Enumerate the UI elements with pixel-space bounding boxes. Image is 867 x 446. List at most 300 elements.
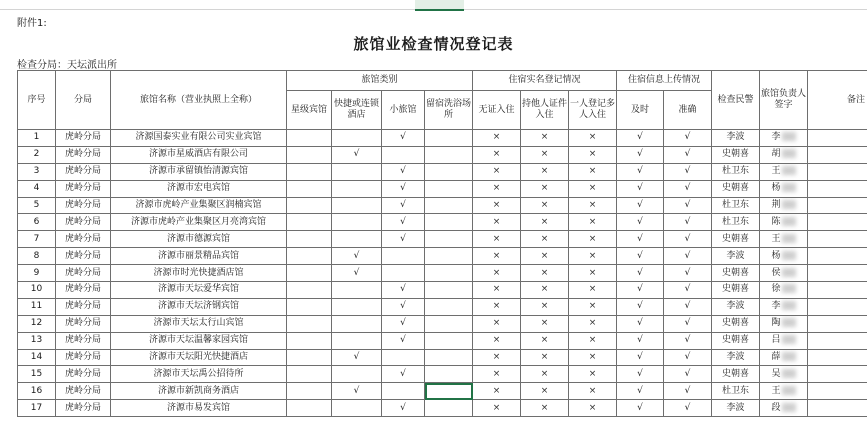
cell-hotel-name[interactable]: 济源市德源宾馆: [111, 231, 287, 248]
cell-up-timely[interactable]: √: [617, 231, 664, 248]
cell-branch[interactable]: 虎岭分局: [56, 146, 111, 163]
cell-remark[interactable]: [808, 163, 867, 180]
cell-cat-small[interactable]: √: [382, 282, 425, 299]
cell-cat-star[interactable]: [287, 298, 332, 315]
cell-owner-sign[interactable]: [760, 231, 808, 248]
redaction-blur: [782, 149, 796, 158]
cell-reg-multi[interactable]: ×: [569, 265, 617, 282]
table-row[interactable]: [18, 163, 867, 180]
cell-remark[interactable]: [808, 298, 867, 315]
redaction-blur: [782, 251, 796, 260]
cell-reg-otherid[interactable]: ×: [521, 349, 569, 366]
cell-hotel-name[interactable]: 济源市虎岭产业集聚区润楠宾馆: [111, 197, 287, 214]
header-upload[interactable]: 住宿信息上传情况: [617, 71, 712, 91]
cell-reg-noid[interactable]: ×: [473, 248, 521, 265]
cell-inspector[interactable]: 史朝喜: [712, 146, 760, 163]
cell-cat-small[interactable]: √: [382, 231, 425, 248]
table-row[interactable]: [18, 146, 867, 163]
cell-cat-chain[interactable]: [332, 298, 382, 315]
table-row[interactable]: [18, 349, 867, 366]
cell-inspector[interactable]: 李波: [712, 248, 760, 265]
cell-up-accurate[interactable]: √: [664, 282, 712, 299]
cell-hotel-name[interactable]: 济源市天坛爱华宾馆: [111, 282, 287, 299]
table-row[interactable]: [18, 383, 867, 400]
cell-seq[interactable]: 4: [18, 180, 56, 197]
cell-cat-star[interactable]: [287, 349, 332, 366]
cell-seq[interactable]: 14: [18, 349, 56, 366]
cell-reg-noid[interactable]: ×: [473, 282, 521, 299]
cell-up-accurate[interactable]: √: [664, 180, 712, 197]
cell-inspector[interactable]: 史朝喜: [712, 332, 760, 349]
cell-reg-multi[interactable]: ×: [569, 214, 617, 231]
cell-branch[interactable]: 虎岭分局: [56, 332, 111, 349]
cell-remark[interactable]: [808, 180, 867, 197]
cell-hotel-name[interactable]: 济源市天坛温馨家园宾馆: [111, 332, 287, 349]
cell-up-timely[interactable]: √: [617, 265, 664, 282]
cell-seq[interactable]: 15: [18, 366, 56, 383]
cell-reg-noid[interactable]: ×: [473, 349, 521, 366]
header-up-accurate[interactable]: 准确: [664, 91, 712, 130]
cell-owner-sign[interactable]: [760, 366, 808, 383]
signature-text: 王: [771, 233, 781, 244]
cell-reg-otherid[interactable]: ×: [521, 130, 569, 147]
cell-up-accurate[interactable]: √: [664, 349, 712, 366]
cell-cat-bath[interactable]: [425, 146, 473, 163]
cell-inspector[interactable]: 史朝喜: [712, 231, 760, 248]
cell-inspector[interactable]: 李波: [712, 349, 760, 366]
cell-hotel-name[interactable]: 济源市天坛济钢宾馆: [111, 298, 287, 315]
cell-up-timely[interactable]: √: [617, 130, 664, 147]
cell-reg-multi[interactable]: ×: [569, 282, 617, 299]
cell-cat-star[interactable]: [287, 366, 332, 383]
cell-reg-noid[interactable]: ×: [473, 197, 521, 214]
cell-up-accurate[interactable]: √: [664, 400, 712, 417]
cell-cat-small[interactable]: √: [382, 180, 425, 197]
cell-remark[interactable]: [808, 231, 867, 248]
cell-cat-star[interactable]: [287, 400, 332, 417]
cell-cat-small[interactable]: √: [382, 130, 425, 147]
cell-owner-sign[interactable]: [760, 146, 808, 163]
header-reg-otherid[interactable]: 持他人证件入住: [521, 91, 569, 130]
cell-cat-star[interactable]: [287, 265, 332, 282]
cell-reg-otherid[interactable]: ×: [521, 265, 569, 282]
cell-branch[interactable]: 虎岭分局: [56, 265, 111, 282]
cell-reg-noid[interactable]: ×: [473, 332, 521, 349]
cell-branch[interactable]: 虎岭分局: [56, 366, 111, 383]
cell-remark[interactable]: [808, 400, 867, 417]
cell-reg-multi[interactable]: ×: [569, 146, 617, 163]
cell-cat-bath[interactable]: [425, 231, 473, 248]
cell-seq[interactable]: 10: [18, 282, 56, 299]
cell-cat-small[interactable]: [382, 265, 425, 282]
cell-cat-bath[interactable]: [425, 366, 473, 383]
cell-reg-noid[interactable]: ×: [473, 265, 521, 282]
cell-inspector[interactable]: 史朝喜: [712, 282, 760, 299]
cell-branch[interactable]: 虎岭分局: [56, 163, 111, 180]
cell-cat-bath[interactable]: [425, 298, 473, 315]
cell-cat-bath[interactable]: [425, 315, 473, 332]
cell-hotel-name[interactable]: 济源市新凯商务酒店: [111, 383, 287, 400]
header-hotel-name[interactable]: 旅馆名称（营业执照上全称）: [111, 71, 287, 130]
cell-cat-small[interactable]: [382, 248, 425, 265]
table-row[interactable]: [18, 400, 867, 417]
cell-up-timely[interactable]: √: [617, 298, 664, 315]
header-hotel-category[interactable]: 旅馆类别: [287, 71, 473, 91]
cell-reg-otherid[interactable]: ×: [521, 282, 569, 299]
cell-cat-chain[interactable]: √: [332, 248, 382, 265]
cell-branch[interactable]: 虎岭分局: [56, 315, 111, 332]
cell-up-accurate[interactable]: √: [664, 332, 712, 349]
cell-remark[interactable]: [808, 383, 867, 400]
cell-branch[interactable]: 虎岭分局: [56, 214, 111, 231]
cell-reg-multi[interactable]: ×: [569, 163, 617, 180]
cell-cat-bath[interactable]: [425, 214, 473, 231]
cell-cat-chain[interactable]: [332, 130, 382, 147]
cell-owner-sign[interactable]: [760, 163, 808, 180]
cell-cat-small[interactable]: √: [382, 197, 425, 214]
cell-owner-sign[interactable]: [760, 349, 808, 366]
cell-cat-star[interactable]: [287, 231, 332, 248]
cell-up-timely[interactable]: √: [617, 400, 664, 417]
cell-owner-sign[interactable]: [760, 197, 808, 214]
cell-cat-chain[interactable]: [332, 282, 382, 299]
cell-cat-chain[interactable]: √: [332, 265, 382, 282]
header-remarks[interactable]: 备注: [808, 71, 867, 130]
cell-cat-bath[interactable]: [425, 282, 473, 299]
cell-cat-star[interactable]: [287, 248, 332, 265]
table-row[interactable]: [18, 366, 867, 383]
cell-reg-noid[interactable]: ×: [473, 315, 521, 332]
cell-branch[interactable]: 虎岭分局: [56, 298, 111, 315]
header-seq[interactable]: 序号: [18, 71, 56, 130]
cell-reg-noid[interactable]: ×: [473, 400, 521, 417]
cell-up-accurate[interactable]: √: [664, 383, 712, 400]
cell-remark[interactable]: [808, 282, 867, 299]
cell-cat-small[interactable]: √: [382, 400, 425, 417]
cell-reg-multi[interactable]: ×: [569, 400, 617, 417]
cell-inspector[interactable]: 杜卫东: [712, 383, 760, 400]
cell-reg-noid[interactable]: ×: [473, 298, 521, 315]
signature-text: 王: [771, 166, 781, 177]
cell-cat-star[interactable]: [287, 315, 332, 332]
cell-hotel-name[interactable]: 济源市天坛太行山宾馆: [111, 315, 287, 332]
table-row[interactable]: [18, 332, 867, 349]
cell-up-accurate[interactable]: √: [664, 130, 712, 147]
cell-cat-star[interactable]: [287, 197, 332, 214]
header-cat-star[interactable]: 星级宾馆: [287, 91, 332, 130]
cell-inspector[interactable]: 杜卫东: [712, 163, 760, 180]
cell-reg-otherid[interactable]: ×: [521, 332, 569, 349]
cell-reg-noid[interactable]: ×: [473, 180, 521, 197]
redaction-blur: [782, 284, 796, 293]
table-row[interactable]: [18, 265, 867, 282]
cell-cat-chain[interactable]: [332, 315, 382, 332]
header-cat-chain[interactable]: 快捷或连锁酒店: [332, 91, 382, 130]
cell-up-accurate[interactable]: √: [664, 231, 712, 248]
cell-owner-sign[interactable]: [760, 282, 808, 299]
cell-owner-sign[interactable]: [760, 298, 808, 315]
cell-up-accurate[interactable]: √: [664, 163, 712, 180]
header-up-timely[interactable]: 及时: [617, 91, 664, 130]
cell-cat-star[interactable]: [287, 130, 332, 147]
cell-owner-sign[interactable]: [760, 214, 808, 231]
cell-owner-sign[interactable]: [760, 400, 808, 417]
cell-cat-chain[interactable]: √: [332, 146, 382, 163]
cell-reg-noid[interactable]: ×: [473, 214, 521, 231]
cell-cat-star[interactable]: [287, 163, 332, 180]
cell-owner-sign[interactable]: [760, 265, 808, 282]
cell-cat-chain[interactable]: [332, 197, 382, 214]
cell-seq[interactable]: 7: [18, 231, 56, 248]
redaction-blur: [782, 234, 796, 243]
cell-cat-bath[interactable]: [425, 400, 473, 417]
cell-inspector[interactable]: 杜卫东: [712, 214, 760, 231]
header-owner-sign[interactable]: 旅馆负责人签字: [760, 71, 808, 130]
cell-hotel-name[interactable]: 济源市天坛阳光快捷酒店: [111, 349, 287, 366]
cell-up-accurate[interactable]: √: [664, 265, 712, 282]
table-row[interactable]: [18, 214, 867, 231]
cell-inspector[interactable]: 史朝喜: [712, 180, 760, 197]
cell-up-timely[interactable]: √: [617, 349, 664, 366]
cell-inspector[interactable]: 史朝喜: [712, 265, 760, 282]
cell-remark[interactable]: [808, 214, 867, 231]
cell-reg-otherid[interactable]: ×: [521, 163, 569, 180]
cell-seq[interactable]: 16: [18, 383, 56, 400]
redaction-blur: [782, 403, 796, 412]
cell-cat-star[interactable]: [287, 180, 332, 197]
cell-up-timely[interactable]: √: [617, 180, 664, 197]
cell-cat-small[interactable]: √: [382, 298, 425, 315]
table-row[interactable]: [18, 248, 867, 265]
cell-up-accurate[interactable]: √: [664, 197, 712, 214]
redaction-blur: [782, 318, 796, 327]
cell-branch[interactable]: 虎岭分局: [56, 349, 111, 366]
cell-branch[interactable]: 虎岭分局: [56, 197, 111, 214]
cell-remark[interactable]: [808, 349, 867, 366]
cell-branch[interactable]: 虎岭分局: [56, 180, 111, 197]
cell-reg-otherid[interactable]: ×: [521, 180, 569, 197]
cell-seq[interactable]: 11: [18, 298, 56, 315]
cell-cat-chain[interactable]: [332, 366, 382, 383]
table-row[interactable]: [18, 197, 867, 214]
cell-hotel-name[interactable]: 济源市承留镇怡清源宾馆: [111, 163, 287, 180]
cell-cat-bath[interactable]: [425, 349, 473, 366]
cell-reg-otherid[interactable]: ×: [521, 315, 569, 332]
cell-cat-bath[interactable]: [425, 130, 473, 147]
cell-reg-noid[interactable]: ×: [473, 366, 521, 383]
cell-reg-multi[interactable]: ×: [569, 332, 617, 349]
cell-hotel-name[interactable]: 济源国泰实业有限公司实业宾馆: [111, 130, 287, 147]
cell-cat-small[interactable]: [382, 349, 425, 366]
cell-cat-chain[interactable]: √: [332, 349, 382, 366]
signature-text: 李: [771, 132, 781, 143]
header-registration[interactable]: 住宿实名登记情况: [473, 71, 617, 91]
cell-cat-chain[interactable]: [332, 231, 382, 248]
cell-up-accurate[interactable]: √: [664, 366, 712, 383]
header-branch[interactable]: 分局: [56, 71, 111, 130]
cell-owner-sign[interactable]: [760, 332, 808, 349]
table-row[interactable]: [18, 180, 867, 197]
cell-reg-multi[interactable]: ×: [569, 231, 617, 248]
cell-up-accurate[interactable]: √: [664, 248, 712, 265]
cell-reg-otherid[interactable]: ×: [521, 383, 569, 400]
cell-cat-bath[interactable]: [425, 197, 473, 214]
cell-up-accurate[interactable]: √: [664, 298, 712, 315]
table-row[interactable]: [18, 231, 867, 248]
header-cat-bath[interactable]: 留宿洗浴场所: [425, 91, 473, 130]
cell-hotel-name[interactable]: 济源市宏电宾馆: [111, 180, 287, 197]
cell-reg-multi[interactable]: ×: [569, 248, 617, 265]
cell-remark[interactable]: [808, 130, 867, 147]
cell-hotel-name[interactable]: 济源市天坛禹公招待所: [111, 366, 287, 383]
cell-reg-otherid[interactable]: ×: [521, 366, 569, 383]
cell-inspector[interactable]: 史朝喜: [712, 366, 760, 383]
cell-seq[interactable]: 12: [18, 315, 56, 332]
cell-owner-sign[interactable]: [760, 180, 808, 197]
cell-branch[interactable]: 虎岭分局: [56, 248, 111, 265]
cell-inspector[interactable]: 李波: [712, 298, 760, 315]
header-cat-small[interactable]: 小旅馆: [382, 91, 425, 130]
cell-seq[interactable]: 17: [18, 400, 56, 417]
cell-cat-chain[interactable]: [332, 332, 382, 349]
cell-hotel-name[interactable]: 济源市时光快捷酒店馆: [111, 265, 287, 282]
cell-cat-small[interactable]: √: [382, 332, 425, 349]
cell-up-timely[interactable]: √: [617, 366, 664, 383]
cell-reg-multi[interactable]: ×: [569, 315, 617, 332]
cell-cat-star[interactable]: [287, 146, 332, 163]
cell-inspector[interactable]: 杜卫东: [712, 197, 760, 214]
cell-up-accurate[interactable]: √: [664, 315, 712, 332]
cell-up-timely[interactable]: √: [617, 332, 664, 349]
cell-reg-noid[interactable]: ×: [473, 130, 521, 147]
cell-reg-noid[interactable]: ×: [473, 146, 521, 163]
cell-remark[interactable]: [808, 197, 867, 214]
table-row[interactable]: [18, 298, 867, 315]
cell-reg-otherid[interactable]: ×: [521, 146, 569, 163]
cell-up-timely[interactable]: √: [617, 383, 664, 400]
cell-reg-multi[interactable]: ×: [569, 197, 617, 214]
cell-up-timely[interactable]: √: [617, 248, 664, 265]
table-row[interactable]: [18, 282, 867, 299]
cell-seq[interactable]: 9: [18, 265, 56, 282]
cell-up-timely[interactable]: √: [617, 146, 664, 163]
cell-branch[interactable]: 虎岭分局: [56, 231, 111, 248]
cell-seq[interactable]: 1: [18, 130, 56, 147]
cell-hotel-name[interactable]: 济源市星威酒店有限公司: [111, 146, 287, 163]
cell-cat-star[interactable]: [287, 332, 332, 349]
cell-reg-noid[interactable]: ×: [473, 163, 521, 180]
cell-reg-multi[interactable]: ×: [569, 383, 617, 400]
header-reg-multi[interactable]: 一人登记多人入住: [569, 91, 617, 130]
cell-remark[interactable]: [808, 366, 867, 383]
cell-reg-otherid[interactable]: ×: [521, 400, 569, 417]
cell-cat-bath[interactable]: [425, 332, 473, 349]
cell-up-accurate[interactable]: √: [664, 146, 712, 163]
cell-hotel-name[interactable]: 济源市丽景精品宾馆: [111, 248, 287, 265]
cell-cat-star[interactable]: [287, 282, 332, 299]
cell-remark[interactable]: [808, 332, 867, 349]
cell-owner-sign[interactable]: [760, 130, 808, 147]
cell-reg-otherid[interactable]: ×: [521, 214, 569, 231]
cell-cat-chain[interactable]: [332, 214, 382, 231]
cell-seq[interactable]: 6: [18, 214, 56, 231]
cell-up-timely[interactable]: √: [617, 197, 664, 214]
cell-owner-sign[interactable]: [760, 248, 808, 265]
cell-up-accurate[interactable]: √: [664, 214, 712, 231]
cell-branch[interactable]: 虎岭分局: [56, 400, 111, 417]
cell-cat-chain[interactable]: [332, 400, 382, 417]
cell-cat-chain[interactable]: [332, 163, 382, 180]
table-row[interactable]: [18, 315, 867, 332]
cell-up-timely[interactable]: √: [617, 315, 664, 332]
cell-inspector[interactable]: 李波: [712, 130, 760, 147]
cell-reg-multi[interactable]: ×: [569, 298, 617, 315]
cell-seq[interactable]: 3: [18, 163, 56, 180]
cell-seq[interactable]: 2: [18, 146, 56, 163]
cell-cat-small[interactable]: [382, 383, 425, 400]
cell-cat-bath[interactable]: [425, 383, 473, 400]
cell-seq[interactable]: 13: [18, 332, 56, 349]
cell-cat-small[interactable]: [382, 146, 425, 163]
cell-remark[interactable]: [808, 248, 867, 265]
cell-hotel-name[interactable]: 济源市虎岭产业集聚区月亮湾宾馆: [111, 214, 287, 231]
cell-reg-multi[interactable]: ×: [569, 180, 617, 197]
cell-reg-multi[interactable]: ×: [569, 366, 617, 383]
cell-branch[interactable]: 虎岭分局: [56, 383, 111, 400]
cell-cat-small[interactable]: √: [382, 315, 425, 332]
cell-cat-chain[interactable]: [332, 180, 382, 197]
cell-inspector[interactable]: 李波: [712, 400, 760, 417]
header-reg-noid[interactable]: 无证入住: [473, 91, 521, 130]
cell-owner-sign[interactable]: [760, 383, 808, 400]
cell-remark[interactable]: [808, 265, 867, 282]
table-row[interactable]: [18, 130, 867, 147]
cell-cat-bath[interactable]: [425, 163, 473, 180]
cell-reg-multi[interactable]: ×: [569, 130, 617, 147]
cell-branch[interactable]: 虎岭分局: [56, 282, 111, 299]
cell-remark[interactable]: [808, 315, 867, 332]
cell-cat-chain[interactable]: √: [332, 383, 382, 400]
cell-reg-otherid[interactable]: ×: [521, 197, 569, 214]
cell-cat-bath[interactable]: [425, 248, 473, 265]
cell-owner-sign[interactable]: [760, 315, 808, 332]
cell-seq[interactable]: 8: [18, 248, 56, 265]
cell-cat-star[interactable]: [287, 214, 332, 231]
cell-reg-otherid[interactable]: ×: [521, 248, 569, 265]
cell-cat-small[interactable]: √: [382, 163, 425, 180]
cell-hotel-name[interactable]: 济源市易发宾馆: [111, 400, 287, 417]
cell-reg-otherid[interactable]: ×: [521, 231, 569, 248]
cell-seq[interactable]: 5: [18, 197, 56, 214]
cell-reg-multi[interactable]: ×: [569, 349, 617, 366]
cell-branch[interactable]: 虎岭分局: [56, 130, 111, 147]
cell-cat-bath[interactable]: [425, 180, 473, 197]
cell-reg-noid[interactable]: ×: [473, 383, 521, 400]
cell-up-timely[interactable]: √: [617, 282, 664, 299]
cell-up-timely[interactable]: √: [617, 163, 664, 180]
cell-cat-bath[interactable]: [425, 265, 473, 282]
cell-reg-otherid[interactable]: ×: [521, 298, 569, 315]
header-inspector[interactable]: 检查民警: [712, 71, 760, 130]
cell-cat-small[interactable]: √: [382, 366, 425, 383]
cell-cat-star[interactable]: [287, 383, 332, 400]
cell-up-timely[interactable]: √: [617, 214, 664, 231]
cell-remark[interactable]: [808, 146, 867, 163]
cell-cat-small[interactable]: √: [382, 214, 425, 231]
cell-inspector[interactable]: 史朝喜: [712, 315, 760, 332]
signature-text: 段: [771, 402, 781, 413]
cell-reg-noid[interactable]: ×: [473, 231, 521, 248]
